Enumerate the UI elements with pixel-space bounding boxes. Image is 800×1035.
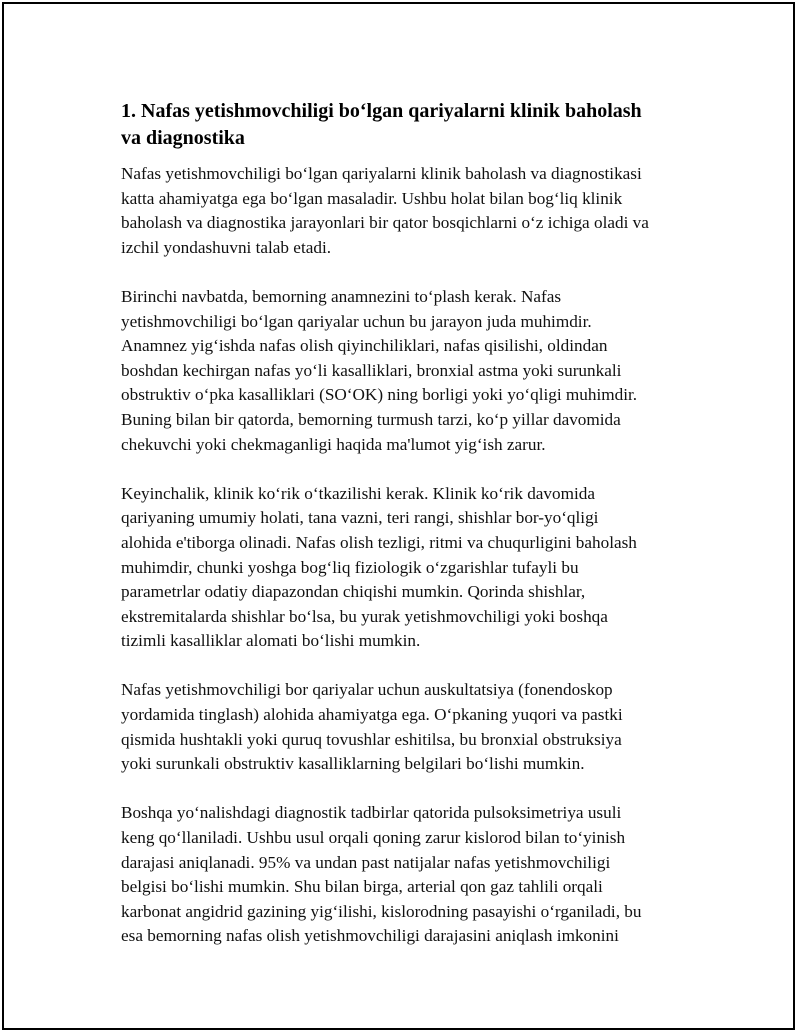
heading-line: va diagnostika	[121, 127, 245, 149]
text-line: belgisi bo‘lishi mumkin. Shu bilan birga, arterial qon gaz tahlili orqali	[121, 877, 603, 897]
text-line: yordamida tinglash) alohida ahamiyatga ega. O‘pkaning yuqori va pastki	[121, 705, 623, 725]
paragraph-auscultation	[121, 678, 701, 776]
text-line: katta ahamiyatga ega bo‘lgan masaladir. Ushbu holat bilan bog‘liq klinik	[121, 188, 623, 208]
text-line: baholash va diagnostika jarayonlari bir qator bosqichlarni o‘z ichiga oladi va	[121, 213, 649, 233]
text-line: Keyinchalik, klinik ko‘rik o‘tkazilishi kerak. Klinik ko‘rik davomida	[121, 483, 595, 503]
text-line: Birinchi navbatda, bemorning anamnezini to‘plash kerak. Nafas	[121, 286, 562, 306]
text-line: parametrlar odatiy diapazondan chiqishi mumkin. Qorinda shishlar,	[121, 582, 586, 602]
text-line: ekstremitalarda shishlar bo‘lsa, bu yurak yetishmovchiligi yoki boshqa	[121, 606, 608, 626]
text-line: yoki surunkali obstruktiv kasalliklarning belgilari bo‘lishi mumkin.	[121, 754, 585, 774]
text-line: Boshqa yo‘nalishdagi diagnostik tadbirlar qatorida pulsoksimetriya usuli	[121, 803, 622, 823]
text-line: Nafas yetishmovchiligi bor qariyalar uchun auskultatsiya (fonendoskop	[121, 680, 613, 700]
paragraph-anamnesis	[121, 285, 701, 457]
page-frame	[2, 2, 795, 1030]
text-line: Anamnez yig‘ishda nafas olish qiyinchiliklari, nafas qisilishi, oldindan	[121, 336, 608, 356]
text-line: alohida e'tiborga olinadi. Nafas olish tezligi, ritmi va chuqurligini baholash	[121, 532, 637, 552]
paragraph-clinical-exam	[121, 482, 701, 654]
paragraph-pulse-oximetry	[121, 801, 701, 949]
text-line: yetishmovchiligi bo‘lgan qariyalar uchun bu jarayon juda muhimdir.	[121, 311, 592, 331]
text-line: boshdan kechirgan nafas yo‘li kasalliklari, bronxial astma yoki surunkali	[121, 360, 622, 380]
text-line: tizimli kasalliklar alomati bo‘lishi mumkin.	[121, 631, 421, 651]
text-line: chekuvchi yoki chekmaganligi haqida ma'lumot yig‘ish zarur.	[121, 434, 546, 454]
text-line: Nafas yetishmovchiligi bo‘lgan qariyalarni klinik baholash va diagnostikasi	[121, 164, 642, 183]
document-body	[121, 98, 701, 974]
text-line: izchil yondashuvni talab etadi.	[121, 237, 332, 257]
text-line: darajasi aniqlanadi. 95% va undan past natijalar nafas yetishmovchiligi	[121, 852, 611, 872]
text-line: qariyaning umumiy holati, tana vazni, teri rangi, shishlar bor-yo‘qligi	[121, 508, 599, 528]
text-line: Buning bilan bir qatorda, bemorning turmush tarzi, ko‘p yillar davomida	[121, 409, 621, 429]
section-heading	[121, 98, 701, 152]
text-line: obstruktiv o‘pka kasalliklari (SO‘OK) ning borligi yoki yo‘qligi muhimdir.	[121, 385, 638, 405]
heading-line: 1. Nafas yetishmovchiligi bo‘lgan qariyalarni klinik baholash	[121, 100, 642, 122]
paragraph-intro	[121, 162, 701, 260]
text-line: esa bemorning nafas olish yetishmovchiligi darajasini aniqlash imkonini	[121, 926, 619, 946]
text-line: qismida hushtakli yoki quruq tovushlar eshitilsa, bu bronxial obstruksiya	[121, 729, 622, 749]
text-line: muhimdir, chunki yoshga bog‘liq fiziologik o‘zgarishlar tufayli bu	[121, 557, 579, 577]
text-line: karbonat angidrid gazining yig‘ilishi, kislorodning pasayishi o‘rganiladi, bu	[121, 901, 642, 921]
text-line: keng qo‘llaniladi. Ushbu usul orqali qoning zarur kislorod bilan to‘yinish	[121, 828, 626, 848]
